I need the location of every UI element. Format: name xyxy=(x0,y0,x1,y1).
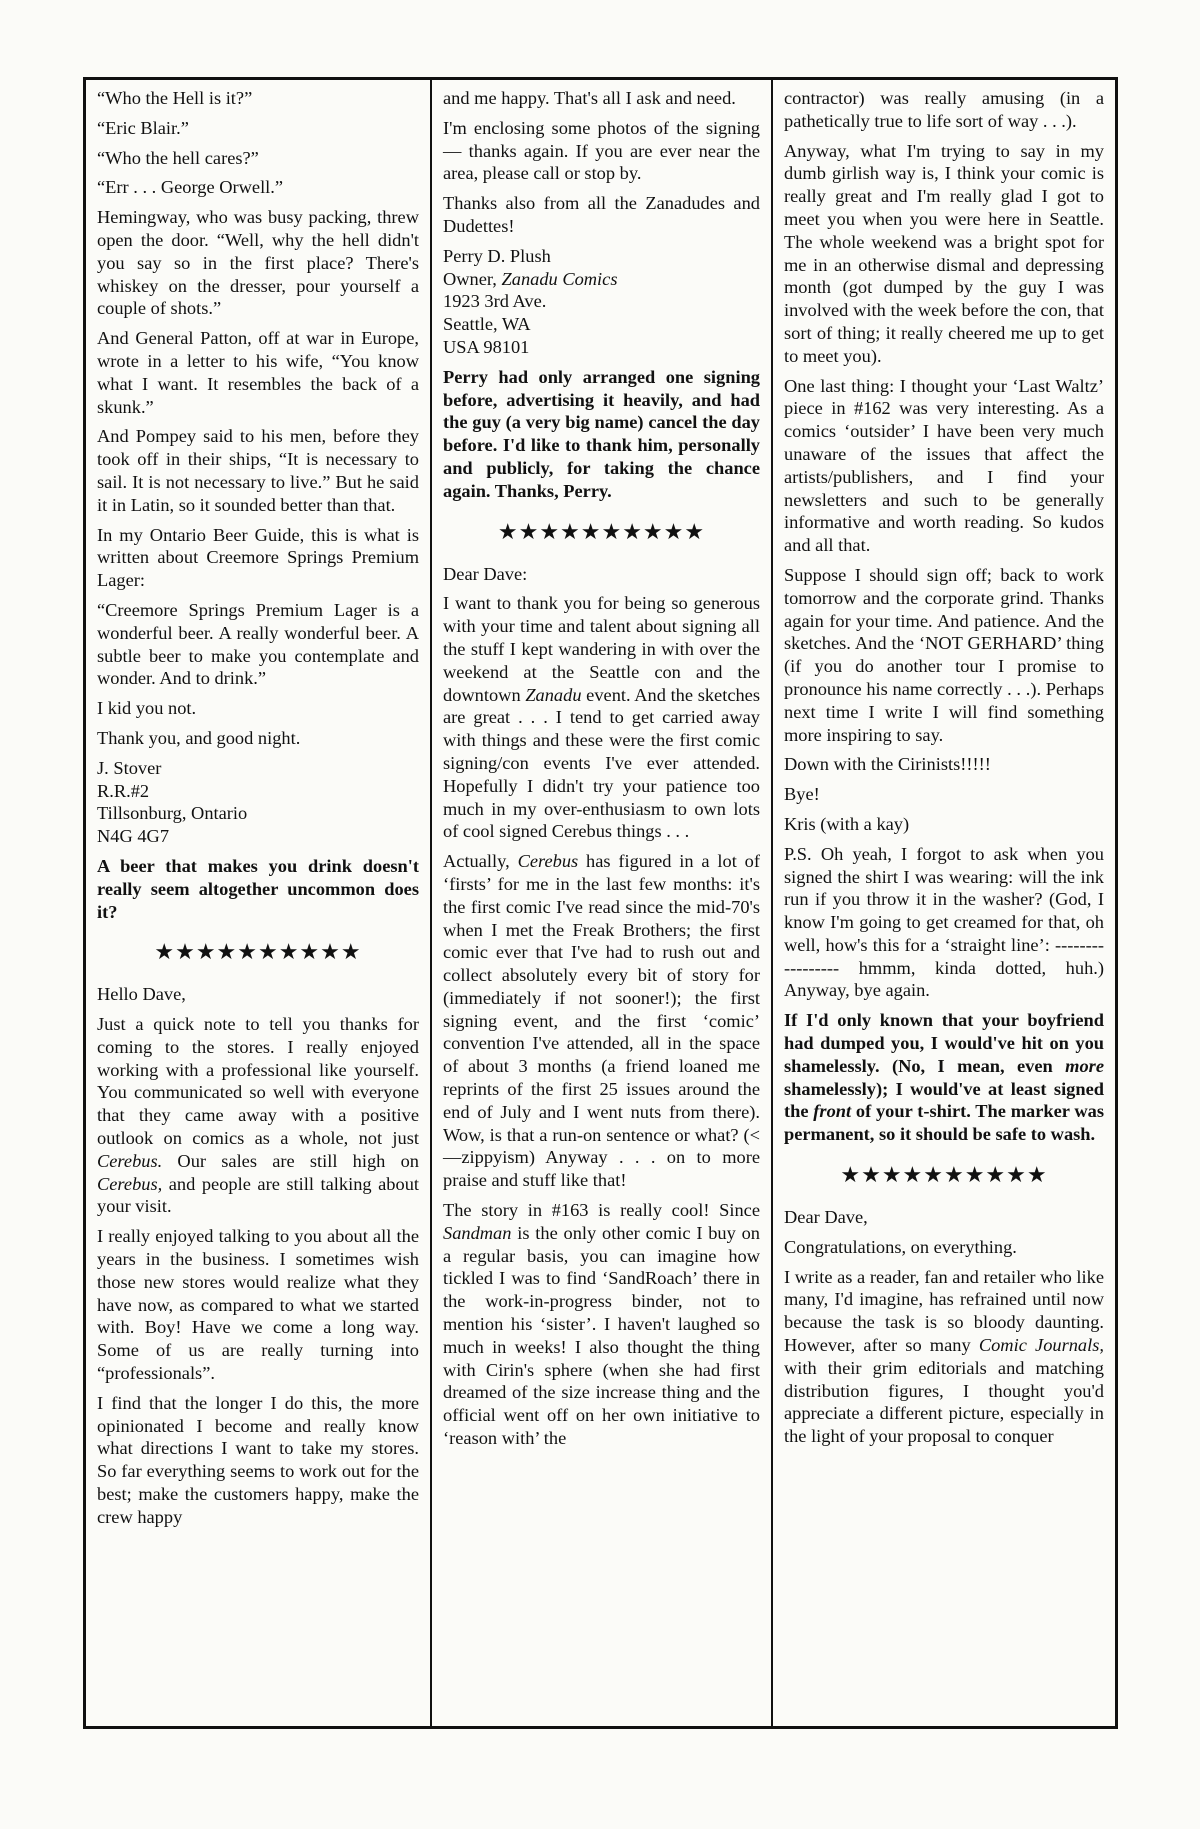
editor-reply: A beer that makes you drink doesn't really seem altogether uncommon does it? xyxy=(97,855,419,922)
letter-greeting: Dear Dave: xyxy=(443,563,528,584)
star-divider: ★★★★★★★★★★ xyxy=(840,1162,1048,1188)
column-2 xyxy=(430,80,771,1726)
letter-text: I write as a reader, fan and retailer who like many, I'd imagine, has refrained until now because the task is so bloody daunting. However, after so many Comic Journals, with their grim editorials and matching distribution figures, I thought you'd appreciate a different picture, especially in the light of your proposal to conquer xyxy=(784,1266,1104,1447)
letters-page xyxy=(83,77,1118,1729)
letter-signature xyxy=(443,245,760,359)
letter-text: Bye! xyxy=(784,784,820,805)
letter-text: The story in #163 is really cool! Since Sandman is the only other comic I buy on a regular basis, you can imagine how tickled I was to find ‘SandRoach’ there in the work-in-progress binder, not to mention his ‘sister’. I haven't laughed so much in weeks! I also thought the thing with Cirin's sphere (when she had first dreamed of the size increase thing and the official went off on her own initiative to ‘reason with’ the xyxy=(443,1200,760,1449)
letter-text: “Creemore Springs Premium Lager is a wonderful beer. A really wonderful beer. A subtle beer to make you contemplate and wonder. And to drink.” xyxy=(97,599,419,689)
letter-text: “Who the hell cares?” xyxy=(97,147,259,168)
signature-name: Perry D. Plush xyxy=(443,245,551,266)
letter-text: “Eric Blair.” xyxy=(97,117,189,138)
letter-text: I really enjoyed talking to you about all the years in the business. I sometimes wish those new stores would realize what they have now, as compared to what we started with. Boy! Have we come a long way. Some of us are really turning into “professionals”. xyxy=(97,1226,419,1384)
column-1 xyxy=(86,80,430,1726)
signature-address: 1923 3rd Ave. xyxy=(443,291,547,312)
letter-text: I'm enclosing some photos of the signing — thanks again. If you are ever near the area, please call or stop by. xyxy=(443,117,760,184)
letter-text: I kid you not. xyxy=(97,698,197,719)
signature-address: N4G 4G7 xyxy=(97,826,170,847)
column-3 xyxy=(771,80,1115,1726)
signature-name: J. Stover xyxy=(97,757,162,778)
letter-text: Thank you, and good night. xyxy=(97,727,301,748)
letter-text: And Pompey said to his men, before they took off in their ships, “It is necessary to sail. It is not necessary to live.” But he said it in Latin, so it sounded better than that. xyxy=(97,426,419,515)
letter-signature: Kris (with a kay) xyxy=(784,813,910,834)
letter-text: and me happy. That's all I ask and need. xyxy=(443,88,736,108)
signature-address: R.R.#2 xyxy=(97,780,150,801)
letter-text: Suppose I should sign off; back to work tomorrow and the corporate grind. Thanks again for your time. And patience. And the sketches. And the ‘NOT GERHARD’ thing (if you do another tour I promise to pronounce his name correctly . . .). Perhaps next time I write I will find something more inspiring to say. xyxy=(784,564,1104,745)
star-divider: ★★★★★★★★★★ xyxy=(154,939,362,965)
letter-text: contractor) was really amusing (in a pathetically true to life sort of way . . .). xyxy=(784,88,1104,131)
letter-text: “Who the Hell is it?” xyxy=(97,88,253,108)
editor-reply: If I'd only known that your boyfriend had dumped you, I would've hit on you shamelessly. (No, I mean, even more shamelessly); I would've at least signed the front of your t-shirt. The marker was permanent, so it should be safe to wash. xyxy=(784,1010,1104,1145)
letter-text: Anyway, what I'm trying to say in my dumb girlish way is, I think your comic is really great and I'm really glad I got to meet you when you were here in Seattle. The whole weekend was a bright spot for me in an otherwise dismal and depressing month (got dumped by the guy I was involved with the week before the con, that sort of thing; it really cheered me up to get to meet you). xyxy=(784,140,1104,366)
signature-address: Seattle, WA xyxy=(443,314,531,335)
letter-greeting: Dear Dave, xyxy=(784,1207,868,1228)
letter-text: Congratulations, on everything. xyxy=(784,1236,1017,1257)
letter-signature xyxy=(97,757,419,848)
letter-postscript: P.S. Oh yeah, I forgot to ask when you signed the shirt I was wearing: will the ink run if you throw it in the washer? (God, I know I'm going to get creamed for that, oh well, how's this for a ‘straight line’: ----------------- hmmm, kinda dotted, huh.) Anyway, bye again. xyxy=(784,843,1104,1001)
letter-text: Hemingway, who was busy packing, threw open the door. “Well, why the hell didn't you say so in the first place? There's whiskey on the dresser, pour yourself a couple of shots.” xyxy=(97,207,419,319)
letter-greeting: Hello Dave, xyxy=(97,984,186,1005)
letter-text: Down with the Cirinists!!!!! xyxy=(784,754,991,775)
letter-text: I find that the longer I do this, the more opinionated I become and really know what directions I want to take my stores. So far everything seems to work out for the best; make the customers happy, make the crew happy xyxy=(97,1392,419,1527)
letter-text: And General Patton, off at war in Europe, wrote in a letter to his wife, “You know what I want. It resembles the back of a skunk.” xyxy=(97,328,419,417)
editor-reply: Perry had only arranged one signing before, advertising it heavily, and had the guy (a very big name) cancel the day before. I'd like to thank him, personally and publicly, for taking the chance again. Thanks, Perry. xyxy=(443,366,760,501)
signature-title: Owner, Zanadu Comics xyxy=(443,268,618,289)
letter-text: Actually, Cerebus has figured in a lot of ‘firsts’ for me in the last few months: it's the first comic I've read since the mid-70's when I met the Freak Brothers; the first comic ever that I've had to rush out and collect absolutely every bit of story for (immediately if not sooner!); the first signing event, and the first ‘comic’ convention I've attended, all in the space of about 3 months (a friend loaned me reprints of the first 25 issues around the end of July and I went nuts from there). Wow, is that a run-on sentence or what? (<—zippyism) Anyway . . . on to more praise and stuff like that! xyxy=(443,851,760,1191)
signature-address: Tillsonburg, Ontario xyxy=(97,803,248,824)
letter-text: I want to thank you for being so generous with your time and talent about signing all the stuff I kept wandering in with over the weekend at the Seattle con and the downtown Zanadu event. And the sketches are great . . . I tend to get carried away with things and these were the first comic signing/con events I've ever attended. Hopefully I didn't try your patience too much in my over-enthusiasm to own lots of cool signed Cerebus things . . . xyxy=(443,593,760,842)
letter-text: One last thing: I thought your ‘Last Waltz’ piece in #162 was very interesting. As a comics ‘outsider’ I have been very much unaware of the issues that affect the artists/publishers, and I find your newsletters and such to be generally informative and worth reading. So kudos and all that. xyxy=(784,375,1104,556)
letter-text: Just a quick note to tell you thanks for coming to the stores. I really enjoyed working with a professional like yourself. You communicated so well with everyone that they came away with a positive outlook on comics as a whole, not just Cerebus. Our sales are still high on Cerebus, and people are still talking about your visit. xyxy=(97,1014,419,1217)
star-divider: ★★★★★★★★★★ xyxy=(497,518,706,544)
letter-text: Thanks also from all the Zanadudes and Dudettes! xyxy=(443,193,760,236)
letter-text: “Err . . . George Orwell.” xyxy=(97,177,284,198)
signature-address: USA 98101 xyxy=(443,336,530,357)
letter-text: In my Ontario Beer Guide, this is what is written about Creemore Springs Premium Lager: xyxy=(97,524,419,591)
